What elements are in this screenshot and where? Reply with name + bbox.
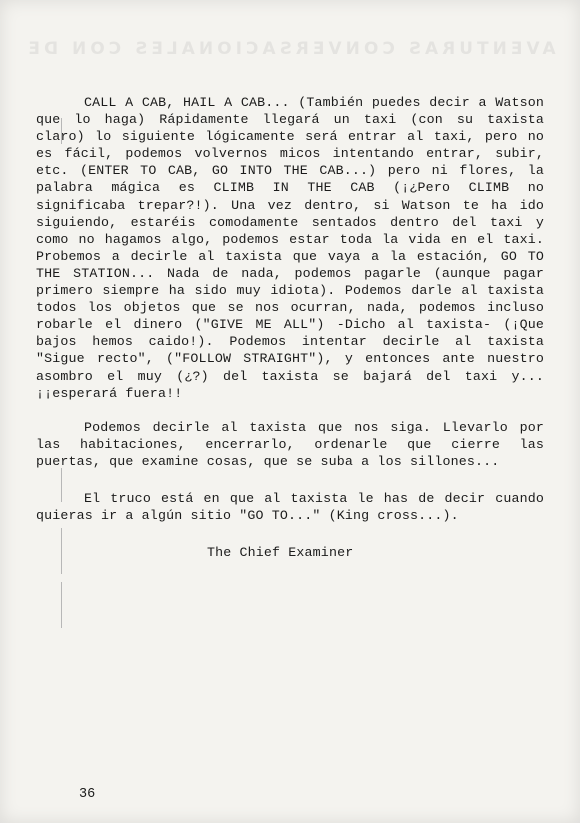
bleed-through-text	[0, 34, 580, 64]
bleed-through-line: AVENTURAS CONVERSACIONALES CON DE	[24, 39, 556, 59]
signature: The Chief Examiner	[207, 545, 354, 561]
paragraph-1: CALL A CAB, HAIL A CAB... (También puedes decir a Watson que lo haga) Rápidamente llegará un taxi (con su taxista claro) lo siguiente lógicamente será entrar al taxi, pero no es fácil, podemos volvernos micos intentando entrar, subir, etc. (ENTER TO CAB, GO INTO THE CAB...) pero ni flores, la palabra mágica es CLIMB IN THE CAB (¡¿Pero CLIMB no significaba trepar?!). Una vez dentro, si Watson te ha ido siguiendo, estaréis comodamente sentados dentro del taxi y como no hagamos algo, podemos estar toda la vida en el taxi. Probemos a decirle al taxista que vaya a la estación, GO TO THE STATION... Nada de nada, podemos pagarle (aunque pagar primero siempre ha sido muy idiota). Podemos darle al taxista todos los objetos que se nos ocurran, nada, podemos incluso robarle el dinero ("GIVE ME ALL") -Dicho al taxista- (¡Que bajos hemos caido!). Podemos intentar decirle al taxista "Sigue recto", ("FOLLOW STRAIGHT"), y entonces ante nuestro asombro el muy (¿?) del taxista se bajará del taxi y... ¡¡esperará fuera!!	[36, 95, 544, 401]
margin-mark	[61, 582, 62, 628]
page-number: 36	[79, 787, 96, 802]
body-text	[36, 94, 544, 562]
paragraph-2: Podemos decirle al taxista que nos siga. Llevarlo por las habitaciones, encerrarlo, ordenarle que cierre las puertas, que examine cosas, que se suba a los sillones...	[36, 419, 544, 469]
paragraph-3: El truco está en que al taxista le has de decir cuando quieras ir a algún sitio "GO TO..." (King cross...).	[36, 490, 544, 524]
